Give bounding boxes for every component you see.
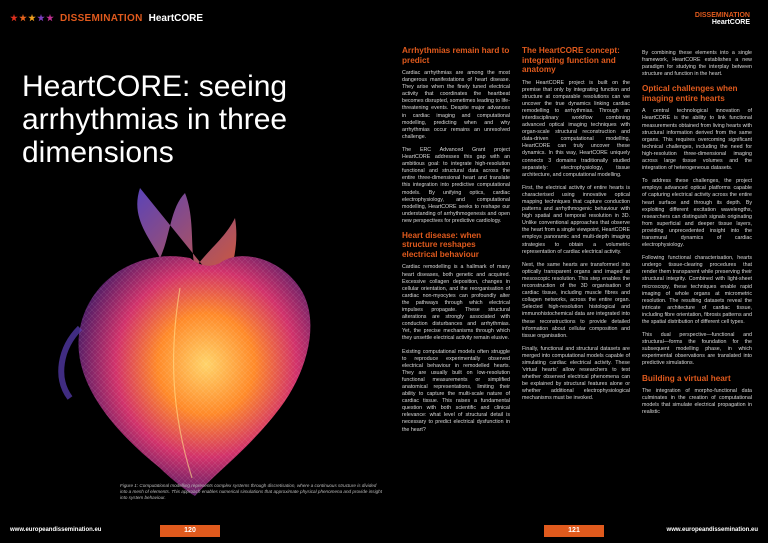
paragraph: Next, the same hearts are transformed into optically transparent organs and imaged at mesoscopic resolution. This step enables the reconstruction of the 3D organisation of cardiac tissue, including muscle fibres and collagen networks, across the entire organ. Selected high-resolution histological and immunohistochemical data are integrated into these reconstructions to provide detailed information about cellular composition and tissue organisation. xyxy=(522,261,630,339)
star-icon xyxy=(28,14,36,22)
paragraph: A central technological innovation of HeartCORE is the ability to link functional measurements obtained from living hearts with structural information derived from the same organs. This requires overcoming significant technical challenges, including the need for high-resolution three-dimensional imaging across large tissue volumes and the integration of heterogeneous datasets. xyxy=(642,108,752,172)
paragraph: First, the electrical activity of entire hearts is characterised using innovative optical mapping techniques that capture conduction patterns and arrhythmogenic behaviour with high spatial and temporal resolution in 3D. Unlike conventional approaches that observe the heart from a single viewpoint, HeartCORE employs panoramic and multi-depth imaging strategies to obtain a volumetric representation of cardiac electrical activity. xyxy=(522,184,630,255)
paragraph: The integration of morpho-functional data culminates in the creation of computational models that simulate electrical propagation in realistic xyxy=(642,388,752,416)
column-2 xyxy=(522,46,630,409)
paragraph: Following functional characterisation, hearts undergo tissue-clearing procedures that render them transparent while preserving their structural integrity. Combined with light-sheet microscopy, these techniques enable rapid imaging of whole organs at micrometric resolution. The resulting datasets reveal the intricate architecture of cardiac tissue, including fibre orientation, fibrosis patterns and the spatial distribution of different cell types. xyxy=(642,255,752,325)
section-project: HeartCORE xyxy=(148,12,204,24)
paragraph: Cardiac remodelling is a hallmark of many heart diseases, both genetic and acquired. Excessive collagen deposition, changes in cellular orientation, and the reorganisation of cardiac non-myocytes can profoundly alter the pathways through which electrical impulses propagate. These structural alterations are strongly associated with conduction disturbances and arrhythmias. Yet, the precise mechanisms through which they unsettle electrical activity remain elusive. xyxy=(402,264,510,342)
logo-stars xyxy=(10,14,54,22)
paragraph: The ERC Advanced Grant project HeartCORE addresses this gap with an ambitious goal: to integrate high-resolution functional and structural data across the entire three-dimensional heart and translate this integration into predictive computational models. By unifying optics, cardiac electrophysiology, and computational modelling, HeartCORE seeks to reshape our understanding of arrhythmogenesis and open new perspectives for predictive cardiology. xyxy=(402,146,510,224)
right-section-category: DISSEMINATION xyxy=(694,12,750,19)
star-icon xyxy=(46,14,54,22)
heart-mesh-image xyxy=(20,178,350,498)
heading-virtual-heart: Building a virtual heart xyxy=(642,373,731,383)
section-category: DISSEMINATION xyxy=(60,12,143,24)
column-1 xyxy=(402,46,510,440)
footer-url-right[interactable]: www.europeandissemination.eu xyxy=(666,527,758,533)
right-section-header xyxy=(695,12,750,26)
paragraph: Finally, functional and structural datasets are merged into computational models capable of simulating cardiac electrical activity. These 'virtual hearts' allow researchers to test whether observed electrical phenomena can be explained by structural features alone or whether additional electrophysiological mechanisms must be invoked. xyxy=(522,345,630,402)
paragraph: Cardiac arrhythmias are among the most dangerous manifestations of heart disease. They arise when the finely tuned electrical activity that coordinates the heartbeat becomes disrupted, sometimes leading to life-threatening events. Despite major advances in cardiac imaging and computational modelling, predicting when and why arrhythmias occur remains an unresolved challenge. xyxy=(402,70,510,140)
paragraph: Existing computational models often struggle to reproduce experimentally observed electrical behaviour in remodelled hearts. They are usually built on low-resolution functional measurements or simplified anatomical representations, limiting their ability to capture the multi-scale nature of cardiac tissue. This raises a fundamental question with both scientific and clinical relevance: what level of structural detail is necessary to predict electrical dysfunction in the heart? xyxy=(402,348,510,433)
footer-url-left[interactable]: www.europeandissemination.eu xyxy=(10,527,102,533)
right-page xyxy=(384,0,768,543)
section-header xyxy=(10,8,203,28)
heading-heart-disease: Heart disease: when structure reshapes electrical behaviour xyxy=(402,230,482,259)
page-number-left: 120 xyxy=(160,525,220,537)
star-icon xyxy=(19,14,27,22)
star-icon xyxy=(10,14,18,22)
star-icon xyxy=(37,14,45,22)
paragraph: To address these challenges, the project employs advanced optical platforms capable of capturing electrical activity across the entire heart surface and through its depth. By exploiting different excitation wavelengths, researchers can distinguish signals originating from superficial and deeper tissue layers, providing unprecedented insight into the transmural dynamics of cardiac electrophysiology. xyxy=(642,178,752,249)
figure-caption: Figure 1: Computational modelling represents complex systems through discretisation, where a continuous structure is divided into a mesh of elements. This approach enables numerical simulations that approximate physical phenomena and provide insight into system behaviour. xyxy=(120,483,382,500)
heading-optical: Optical challenges when imaging entire hearts xyxy=(642,84,738,103)
page-title: HeartCORE: seeing arrhythmias in three dimensions xyxy=(22,70,288,170)
paragraph: This dual perspective—functional and structural—forms the foundation for the subsequent modelling phase, in which experimental observations are translated into predictive simulations. xyxy=(642,332,752,367)
heading-arrhythmias: Arrhythmias remain hard to predict xyxy=(402,46,510,65)
column-3 xyxy=(642,50,752,422)
heading-concept: The HeartCORE concept: integrating function and anatomy xyxy=(522,46,620,74)
right-section-project: HeartCORE xyxy=(711,19,750,26)
paragraph: By combining these elements into a single framework, HeartCORE establishes a new paradigm for studying the interplay between structure and function in the heart. xyxy=(642,50,752,78)
page-number-right: 121 xyxy=(544,525,604,537)
paragraph: The HeartCORE project is built on the premise that only by integrating function and structure at comparable resolutions can we uncover the true dynamics linking cardiac remodelling to arrhythmias. Through an interdisciplinary workflow combining advanced optical imaging techniques with organ-scale structural reconstruction and data-driven computational modelling, HeartCORE can truly uncover these dynamics. In this way, HeartCORE uniquely connects 3 domains traditionally studied separately: electrophysiology, tissue architecture, and computational modelling. xyxy=(522,79,630,178)
